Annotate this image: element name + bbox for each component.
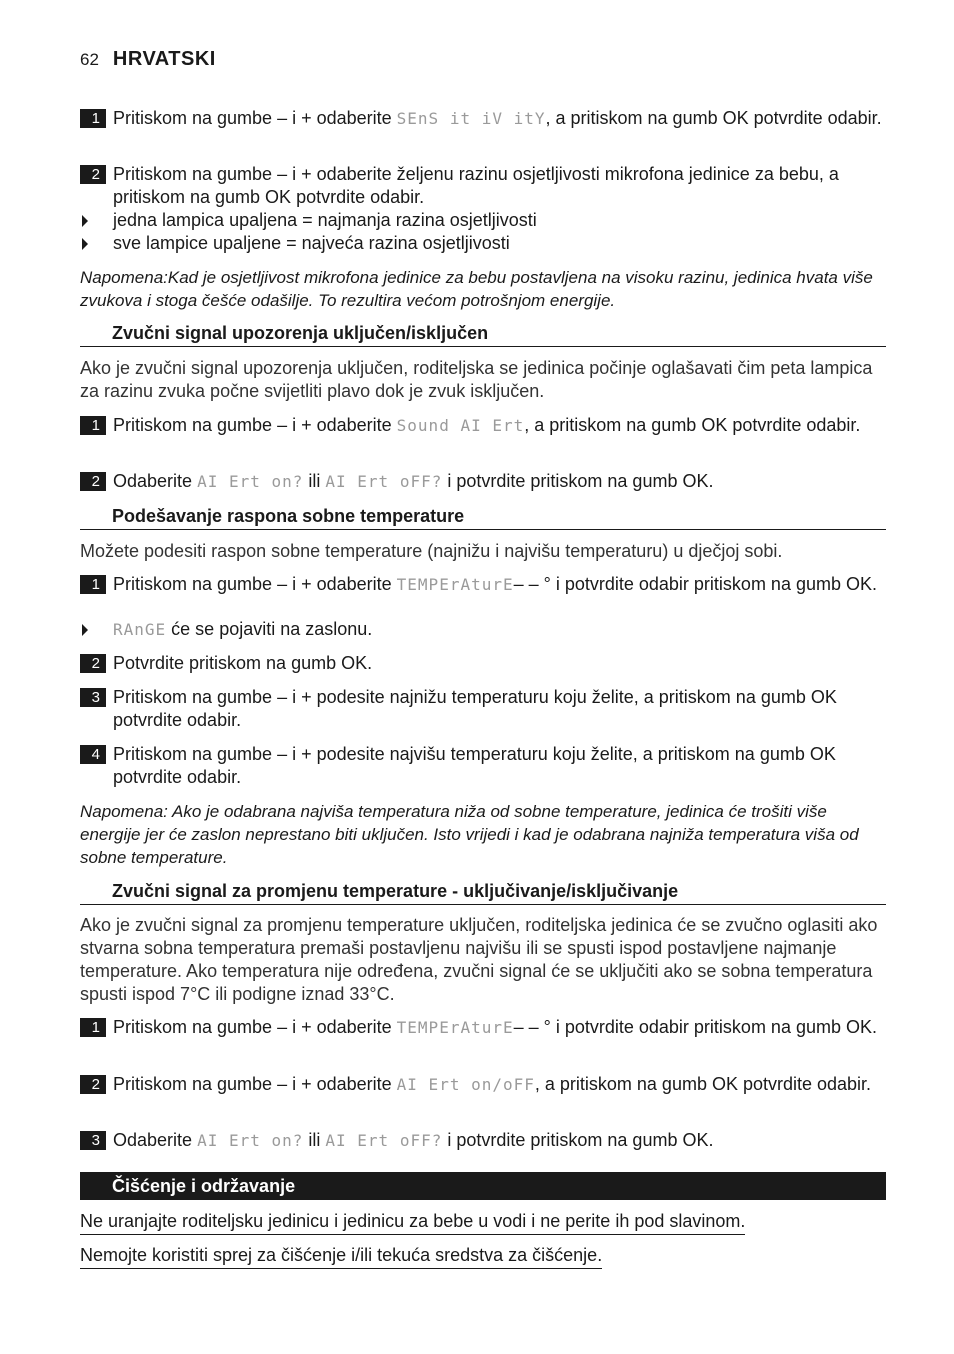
step-number: 3 [80,1131,106,1150]
paragraph-temp-range: Možete podesiti raspon sobne temperature (najnižu i najvišu temperaturu) u dječjoj sobi. [80,541,783,561]
step-text-mid: ili [303,1130,326,1150]
step-text: Pritiskom na gumbe – i + odaberite [113,108,397,128]
section-heading-temp-range: Podešavanje raspona sobne temperature [80,505,886,530]
step-text-end: , a pritiskom na gumb OK potvrdite odabir. [534,1074,872,1094]
lcd-display-text: Sound AI Ert [396,416,525,435]
step-text: Pritiskom na gumbe – i + odaberite željenu razinu osjetljivosti mikrofona jedinice za bebu, a pritiskom na gumb OK potvrdite odabir. [113,164,839,207]
step-text-mid: ili [303,471,326,491]
step-number: 3 [80,688,106,707]
temp-range-step-1 [80,573,886,596]
step-number: 2 [80,472,106,491]
step-text-end: , a pritiskom na gumb OK potvrdite odabir. [545,108,882,128]
bullet-item [80,209,886,232]
section-heading-cleaning: Čišćenje i održavanje [80,1172,886,1200]
step-number: 2 [80,654,106,673]
step-text: Pritiskom na gumbe – i + podesite najnižu temperaturu koju želite, a pritiskom na gumb OK potvrdite odabir. [113,687,837,730]
lcd-display-text: TEMPErAturE [396,575,514,594]
step-text: Pritiskom na gumbe – i + odaberite [113,574,397,594]
step-number: 2 [80,165,106,184]
step-number: 1 [80,1018,106,1037]
step-text: Odaberite [113,471,198,491]
bullet-text: jedna lampica upaljena = najmanja razina osjetljivosti [113,210,537,230]
lcd-display-text: AI Ert oFF? [325,1131,443,1150]
page-header [80,48,216,76]
step-text: Pritiskom na gumbe – i + podesite najvišu temperaturu koju želite, a pritiskom na gumb OK potvrdite odabir. [113,744,836,787]
bullet-icon [82,238,88,250]
warning-no-immersion: Ne uranjajte roditeljsku jedinicu i jedinicu za bebe u vodi i ne perite ih pod slavinom. [80,1210,745,1235]
step-number: 1 [80,575,106,594]
sound-alert-step-1 [80,414,886,437]
step-text: Potvrdite pritiskom na gumb OK. [113,653,373,673]
step-number: 1 [80,109,106,128]
lcd-display-text: SEnS it iV itY [396,109,546,128]
temp-range-step-3 [80,686,886,732]
temp-alert-step-2 [80,1073,886,1096]
bullet-item [80,618,886,641]
bullet-text: sve lampice upaljene = najveća razina osjetljivosti [113,233,510,253]
lcd-display-text: AI Ert on? [197,1131,304,1150]
step-text-end: i potvrdite pritiskom na gumb OK. [442,471,714,491]
bullet-text: će se pojaviti na zaslonu. [166,619,373,639]
sound-alert-step-2 [80,470,886,493]
temp-range-step-2 [80,652,886,675]
bullet-icon [82,624,88,636]
step-number: 4 [80,745,106,764]
lcd-display-text: AI Ert oFF? [325,472,443,491]
warning-no-spray: Nemojte koristiti sprej za čišćenje i/ili tekuća sredstva za čišćenje. [80,1244,602,1269]
sensitivity-step-1 [80,107,886,130]
bullet-item [80,232,886,255]
step-number: 2 [80,1075,106,1094]
paragraph-sound-alert: Ako je zvučni signal upozorenja uključen, roditeljska se jedinica počinje oglašavati čim peta lampica za razinu zvuka počne svijetliti plavo dok je zvuk isključen. [80,358,873,401]
step-text: Pritiskom na gumbe – i + odaberite [113,1074,397,1094]
lcd-display-text: RAnGE [113,620,167,639]
page-language: HRVATSKI [112,48,216,70]
note-sensitivity: Napomena:Kad je osjetljivost mikrofona jedinice za bebu postavljena na visoku razinu, jedinica hvata više zvukova i stoga češće odašilje. To rezultira većom potrošnjom energije. [80,268,873,310]
step-text-end: i potvrdite pritiskom na gumb OK. [442,1130,714,1150]
bullet-icon [82,215,88,227]
section-heading-temp-alert: Zvučni signal za promjenu temperature - uključivanje/isključivanje [80,880,886,905]
page-number: 62 [80,50,99,69]
step-text: Pritiskom na gumbe – i + odaberite [113,1017,397,1037]
temp-range-step-4 [80,743,886,789]
lcd-display-text: AI Ert on? [197,472,304,491]
step-text-end: – – ° i potvrdite odabir pritiskom na gumb OK. [513,574,877,594]
step-number: 1 [80,416,106,435]
step-text: Odaberite [113,1130,198,1150]
temp-alert-step-1 [80,1016,886,1039]
lcd-display-text: TEMPErAturE [396,1018,514,1037]
step-text: Pritiskom na gumbe – i + odaberite [113,415,397,435]
note-temp-range: Napomena: Ako je odabrana najviša temperatura niža od sobne temperature, jedinica će trošiti više energije jer će zaslon neprestano biti uključen. Isto vrijedi i kad je odabrana najniža temperatura viša od sobne temperature. [80,802,859,867]
step-text-end: – – ° i potvrdite odabir pritiskom na gumb OK. [513,1017,877,1037]
paragraph-temp-alert: Ako je zvučni signal za promjenu temperature uključen, roditeljska jedinica će se zvučno oglasiti ako stvarna sobna temperatura premaši postavljenu najvišu ili se spusti ispod postavljene najmanje temperature. Ako temperatura nije određena, zvučni signal će se uključiti ako se sobna temperatura spusti ispod 7°C ili podigne iznad 33°C. [80,915,878,1004]
lcd-display-text: AI Ert on/oFF [396,1075,535,1094]
step-text-end: , a pritiskom na gumb OK potvrdite odabir. [524,415,861,435]
sensitivity-step-2 [80,163,886,209]
section-heading-sound-alert: Zvučni signal upozorenja uključen/isključen [80,322,886,347]
temp-alert-step-3 [80,1129,886,1152]
